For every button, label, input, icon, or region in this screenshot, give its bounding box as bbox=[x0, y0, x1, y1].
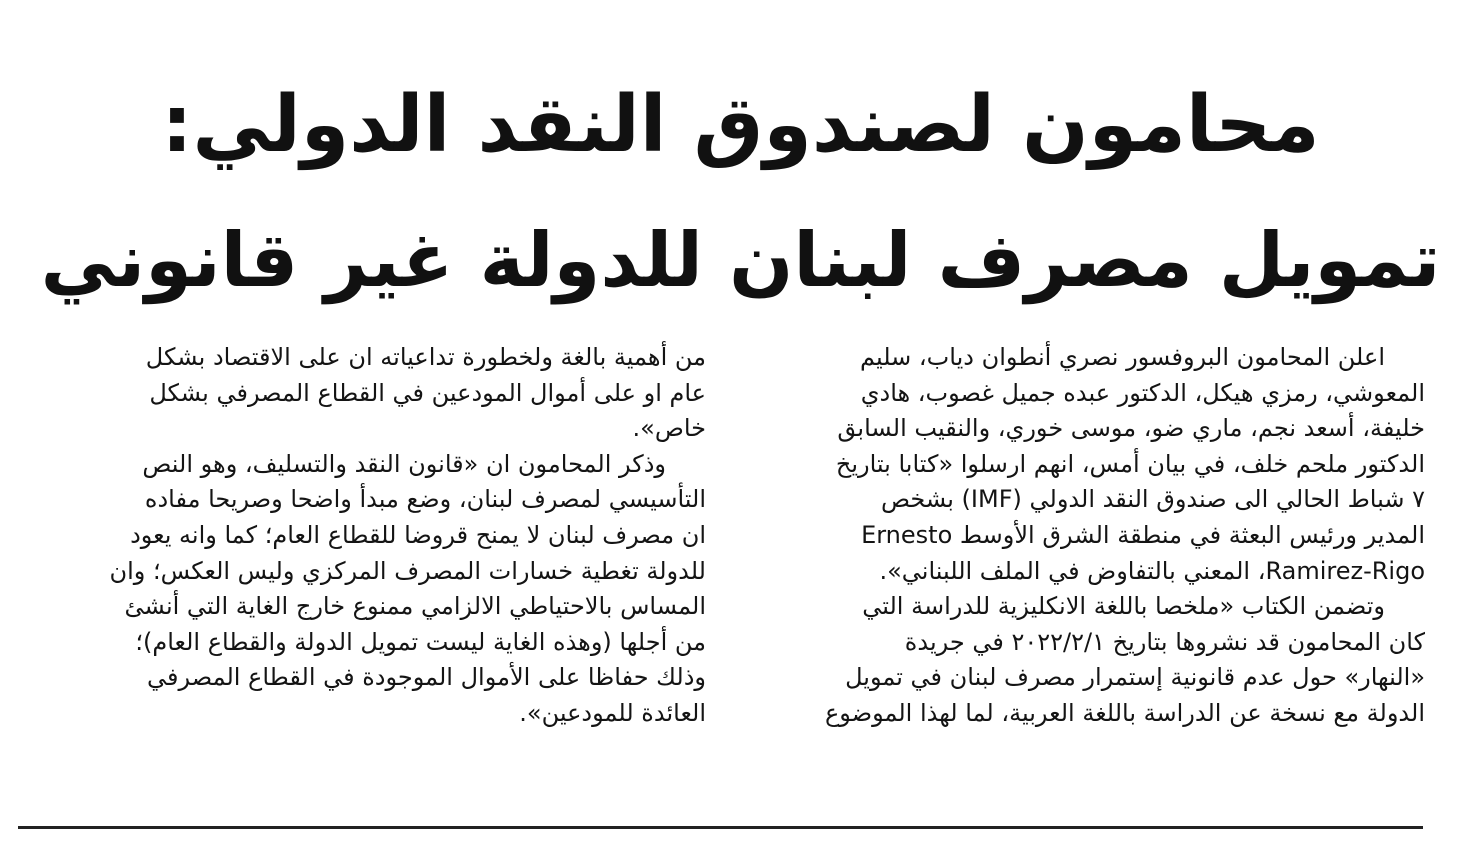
body-line: للدولة تغطية خسارات المصرف المركزي وليس العكس؛ وان bbox=[109, 556, 706, 585]
body-line: التأسيسي لمصرف لبنان، وضع مبدأ واضحا وصريحا مفاده bbox=[144, 485, 706, 514]
body-line: وذكر المحامون ان «قانون النقد والتسليف، وهو النص bbox=[142, 449, 666, 478]
body-line: الدكتور ملحم خلف، في بيان أمس، انهم ارسلوا «كتابا بتاريخ bbox=[835, 449, 1425, 478]
body-line: خليفة، أسعد نجم، ماري ضو، موسى خوري، والنقيب السابق bbox=[837, 414, 1425, 443]
headline-line-1: محامون لصندوق النقد الدولي: bbox=[161, 80, 1320, 170]
body-line: وذلك حفاظا على الأموال الموجودة في القطاع المصرفي bbox=[147, 663, 706, 692]
body-line: اعلن المحامون البروفسور نصري أنطوان دياب، سليم bbox=[860, 343, 1385, 371]
body-line: الدولة مع نسخة عن الدراسة باللغة العربية، لما لهذا الموضوع bbox=[824, 698, 1425, 727]
body-line: Ramirez-Rigo، المعني بالتفاوض في الملف اللبناني». bbox=[879, 556, 1425, 585]
body-line: من أجلها (وهذه الغاية ليست تمويل الدولة والقطاع العام)؛ bbox=[135, 627, 706, 656]
body-line: عام او على أموال المودعين في القطاع المصرفي بشكل bbox=[149, 378, 706, 407]
body-line: ٧ شباط الحالي الى صندوق النقد الدولي (IMF) بشخص bbox=[880, 485, 1425, 514]
headline-line-2: تمويل مصرف لبنان للدولة غير قانوني bbox=[40, 216, 1441, 304]
body-line: العائدة للمودعين». bbox=[519, 698, 706, 727]
body-line: خاص». bbox=[632, 414, 706, 443]
body-line: المساس بالاحتياطي الالزامي ممنوع خارج الغاية التي أنشئ bbox=[124, 592, 706, 621]
body-line: ان مصرف لبنان لا يمنح قروضا للقطاع العام؛ كما وانه يعود bbox=[130, 520, 706, 549]
bottom-divider bbox=[18, 826, 1423, 829]
body-line: «النهار» حول عدم قانونية إستمرار مصرف لبنان في تمويل bbox=[845, 663, 1425, 692]
body-line: من أهمية بالغة ولخطورة تداعياته ان على الاقتصاد بشكل bbox=[145, 343, 706, 371]
body-line: المدير ورئيس البعثة في منطقة الشرق الأوسط Ernesto bbox=[861, 520, 1425, 549]
body-line: وتضمن الكتاب «ملخصا باللغة الانكليزية للدراسة التي bbox=[862, 592, 1385, 621]
body-line: كان المحامون قد نشروها بتاريخ ٢٠٢٢/٢/١ في جريدة bbox=[904, 627, 1425, 656]
article-column-left bbox=[18, 340, 706, 732]
body-line: المعوشي، رمزي هيكل، الدكتور عبده جميل غصوب، هادي bbox=[860, 378, 1425, 407]
article-column-right bbox=[745, 340, 1425, 732]
